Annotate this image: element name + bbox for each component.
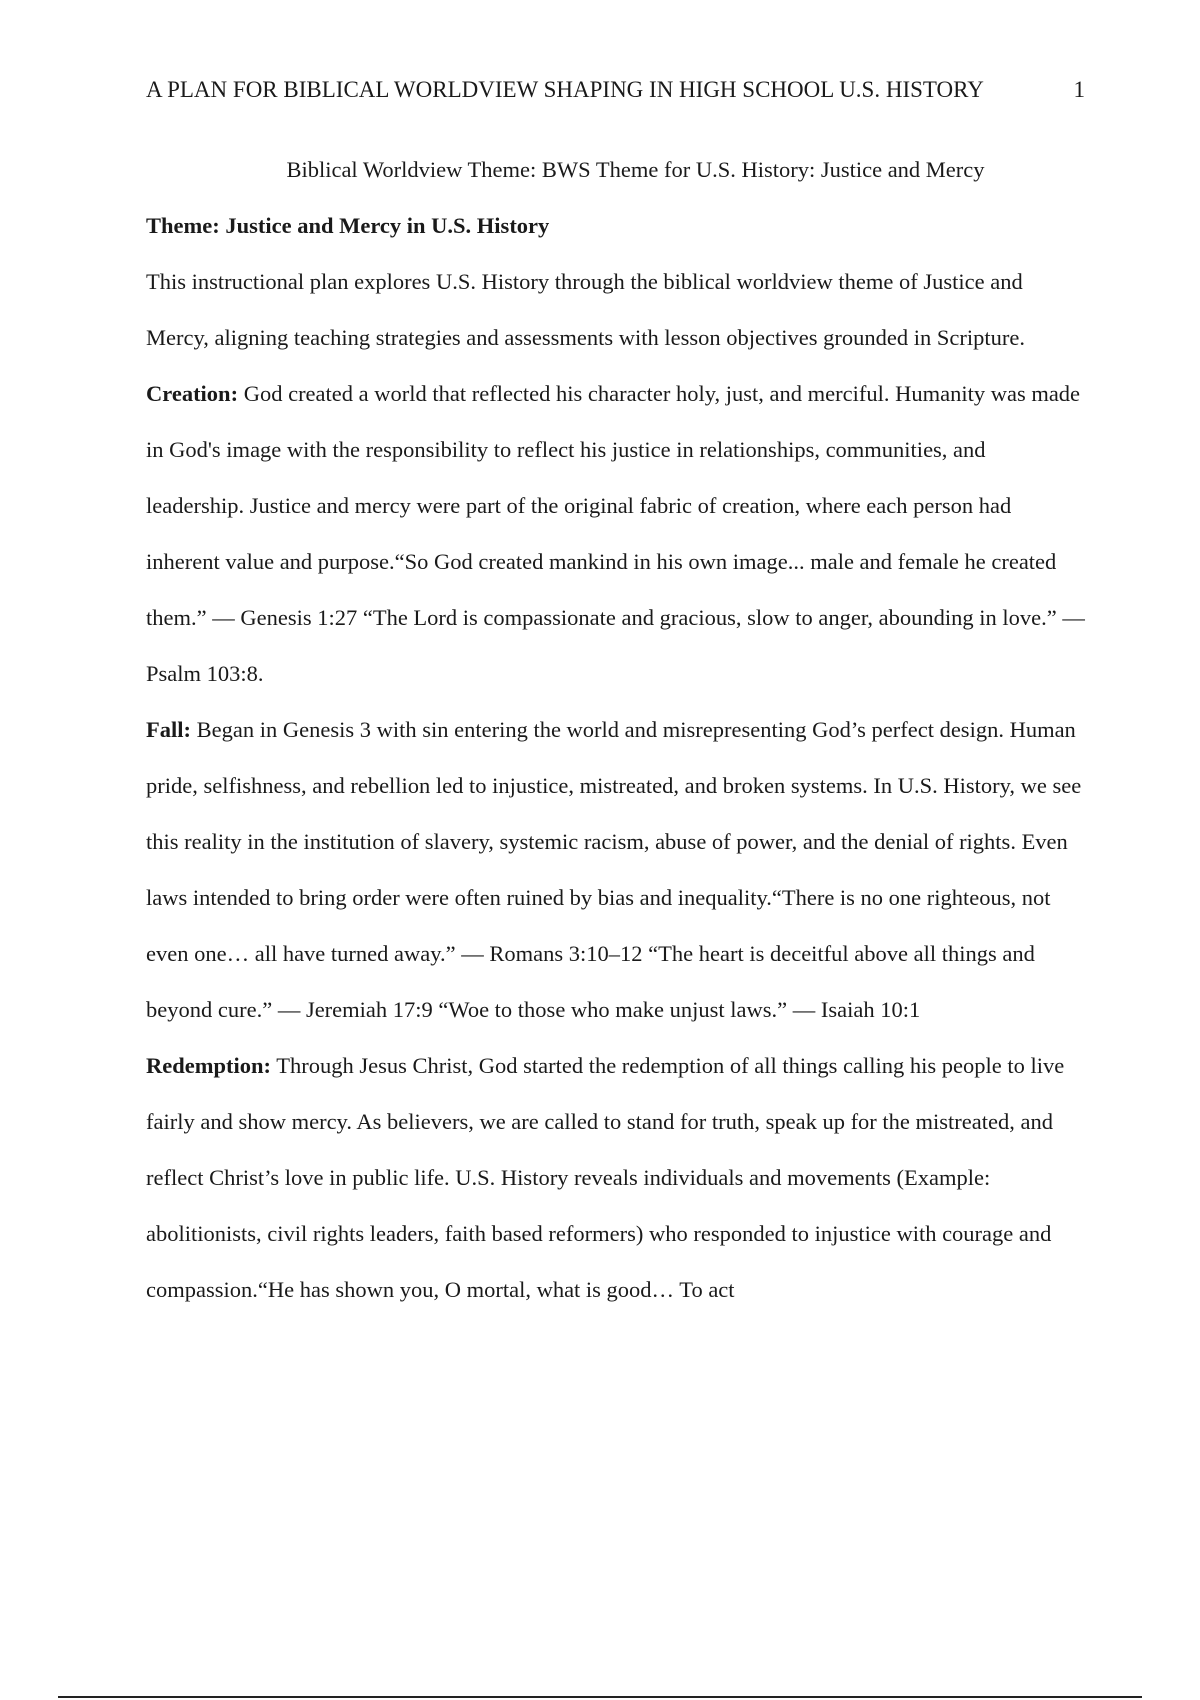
theme-heading: Theme: Justice and Mercy in U.S. History [146,213,550,238]
document-body [146,142,1085,1318]
creation-label: Creation: [146,381,239,406]
redemption-paragraph [146,1038,1085,1318]
redemption-text: Through Jesus Christ, God started the redemption of all things calling his people to live fairly and show mercy. As believers, we are called to stand for truth, speak up for the mistreated, and reflect Christ’s love in public life. U.S. History reveals individuals and movements (Example: abolitionists, civil rights leaders, faith based reformers) who responded to injustice with courage and compassion.“He has shown you, O mortal, what is good… To act [146,1053,1065,1302]
document-title: Biblical Worldview Theme: BWS Theme for U.S. History: Justice and Mercy [286,157,985,182]
creation-paragraph [146,366,1085,702]
fall-text: Began in Genesis 3 with sin entering the world and misrepresenting God’s perfect design. Human pride, selfishness, and rebellion led to injustice, mistreated, and broken systems. In U.S. History, we see this reality in the institution of slavery, systemic racism, abuse of power, and the denial of rights. Even laws intended to bring order were often ruined by bias and inequality.“There is no one righteous, not even one… all have turned away.” — Romans 3:10–12 “The heart is deceitful above all things and beyond cure.” — Jeremiah 17:9 “Woe to those who make unjust laws.” — Isaiah 10:1 [146,717,1082,1022]
running-head [146,72,1085,108]
redemption-label: Redemption: [146,1053,271,1078]
intro-paragraph: This instructional plan explores U.S. History through the biblical worldview theme of Justice and Mercy, aligning teaching strategies and assessments with lesson objectives grounded in Scripture. [146,269,1025,350]
page-number: 1 [1073,77,1085,102]
creation-text: God created a world that reflected his character holy, just, and merciful. Humanity was made in God's image with the responsibility to reflect his justice in relationships, communities, and leadership. Justice and mercy were part of the original fabric of creation, where each person had inherent value and purpose.“So God created mankind in his own image... male and female he created them.” — Genesis 1:27 “The Lord is compassionate and gracious, slow to anger, abounding in love.” — Psalm 103:8. [146,381,1085,686]
fall-label: Fall: [146,717,191,742]
running-head-text: A PLAN FOR BIBLICAL WORLDVIEW SHAPING IN HIGH SCHOOL U.S. HISTORY [146,77,984,102]
page-bottom-rule [58,1696,1142,1698]
fall-paragraph [146,702,1085,1038]
